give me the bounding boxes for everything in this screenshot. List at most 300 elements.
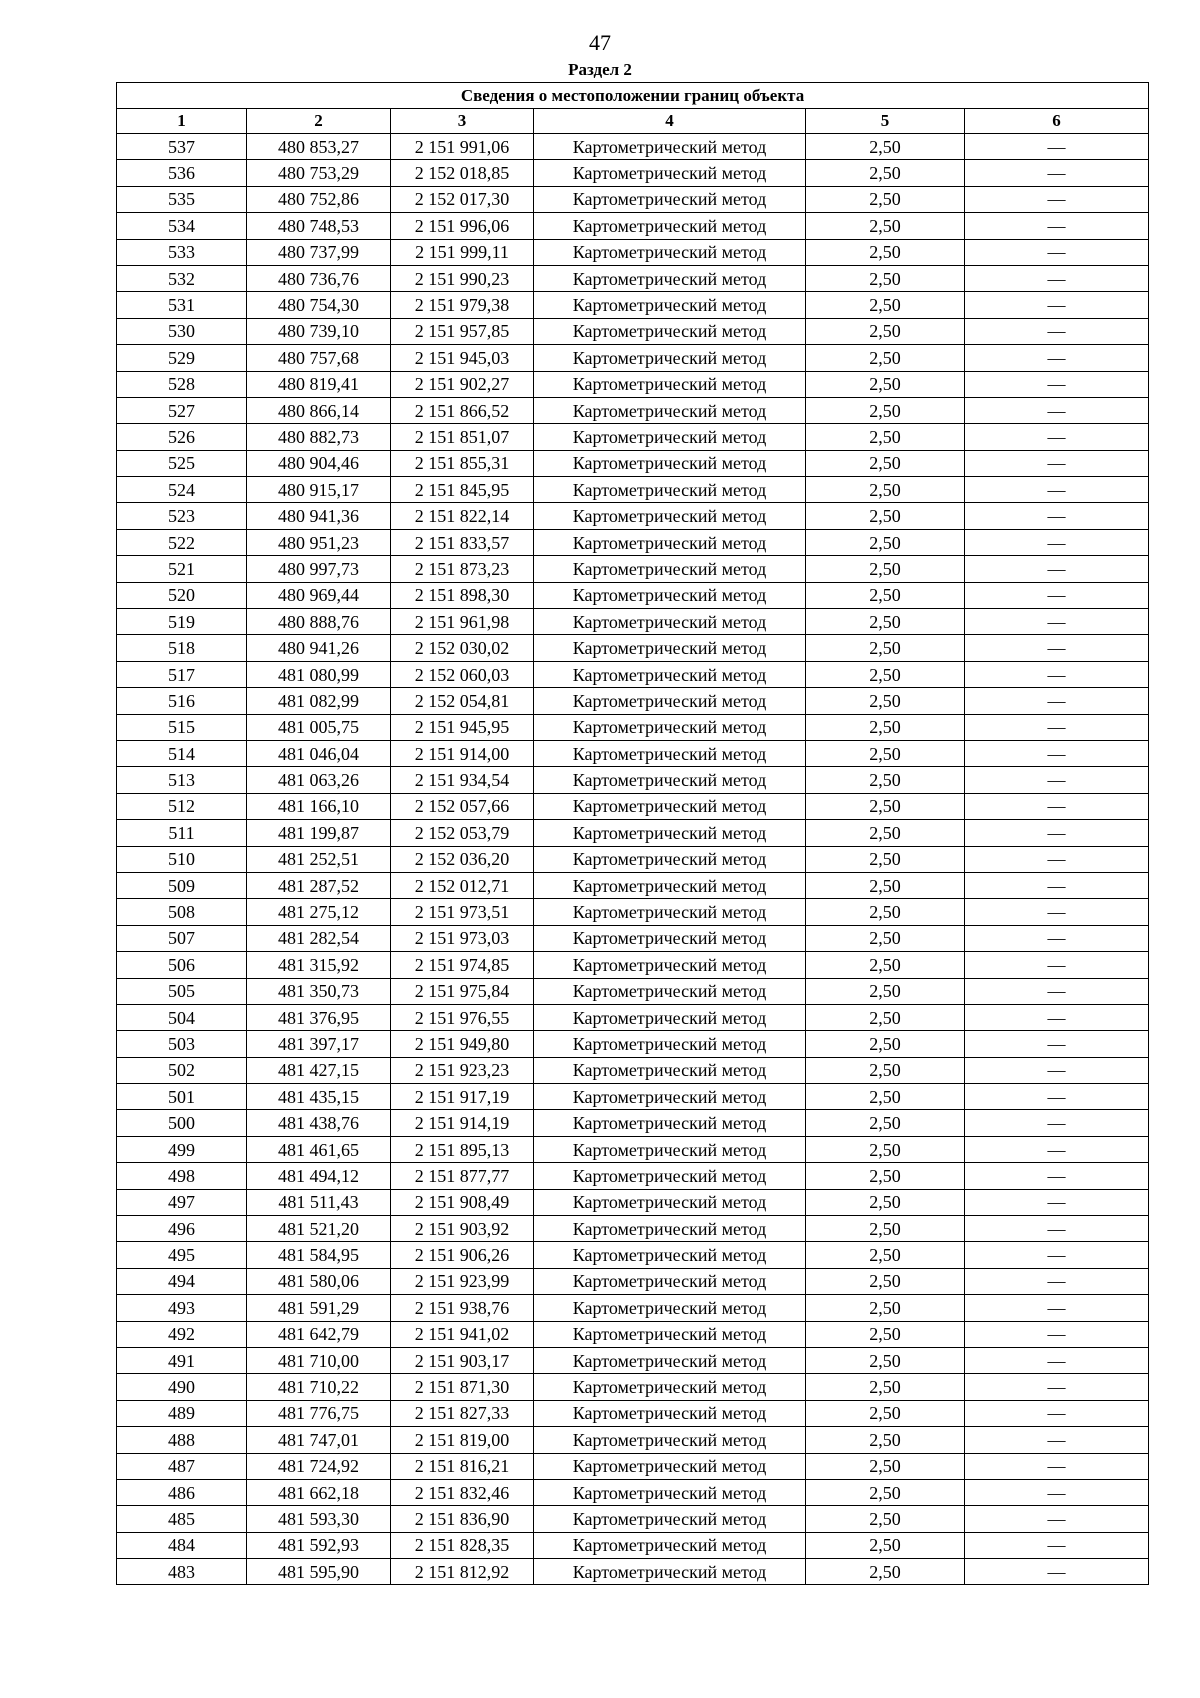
cell-point-number: 503 (117, 1031, 247, 1057)
cell-description: — (965, 1189, 1149, 1215)
cell-coord-y: 2 151 906,26 (391, 1242, 534, 1268)
table-row (117, 635, 1149, 661)
cell-method: Картометрический метод (534, 1559, 806, 1585)
cell-point-number: 483 (117, 1559, 247, 1585)
cell-coord-x: 481 438,76 (247, 1110, 391, 1136)
cell-coord-x: 481 461,65 (247, 1136, 391, 1162)
cell-coord-x: 481 710,00 (247, 1347, 391, 1373)
table-row (117, 1559, 1149, 1585)
table-row (117, 450, 1149, 476)
cell-description: — (965, 477, 1149, 503)
cell-method: Картометрический метод (534, 1031, 806, 1057)
cell-coord-y: 2 151 991,06 (391, 134, 534, 160)
cell-point-number: 532 (117, 265, 247, 291)
cell-method: Картометрический метод (534, 424, 806, 450)
cell-accuracy: 2,50 (806, 1216, 965, 1242)
cell-method: Картометрический метод (534, 1479, 806, 1505)
table-row (117, 1110, 1149, 1136)
cell-accuracy: 2,50 (806, 1400, 965, 1426)
cell-accuracy: 2,50 (806, 609, 965, 635)
cell-coord-y: 2 151 833,57 (391, 529, 534, 555)
cell-point-number: 486 (117, 1479, 247, 1505)
cell-coord-x: 480 752,86 (247, 186, 391, 212)
table-row (117, 1004, 1149, 1030)
cell-method: Картометрический метод (534, 239, 806, 265)
table-row (117, 477, 1149, 503)
cell-point-number: 514 (117, 740, 247, 766)
table-row (117, 371, 1149, 397)
cell-accuracy: 2,50 (806, 899, 965, 925)
cell-description: — (965, 846, 1149, 872)
cell-accuracy: 2,50 (806, 1057, 965, 1083)
table-row (117, 793, 1149, 819)
cell-point-number: 521 (117, 556, 247, 582)
cell-method: Картометрический метод (534, 1400, 806, 1426)
cell-description: — (965, 1084, 1149, 1110)
cell-coord-x: 480 941,36 (247, 503, 391, 529)
cell-method: Картометрический метод (534, 899, 806, 925)
cell-method: Картометрический метод (534, 925, 806, 951)
table-row (117, 134, 1149, 160)
cell-description: — (965, 1559, 1149, 1585)
cell-accuracy: 2,50 (806, 740, 965, 766)
cell-description: — (965, 793, 1149, 819)
cell-method: Картометрический метод (534, 1084, 806, 1110)
cell-coord-y: 2 151 898,30 (391, 582, 534, 608)
cell-coord-x: 481 282,54 (247, 925, 391, 951)
cell-accuracy: 2,50 (806, 318, 965, 344)
cell-point-number: 537 (117, 134, 247, 160)
cell-point-number: 494 (117, 1268, 247, 1294)
table-row (117, 424, 1149, 450)
cell-method: Картометрический метод (534, 1189, 806, 1215)
cell-method: Картометрический метод (534, 1216, 806, 1242)
table-row (117, 1189, 1149, 1215)
cell-description: — (965, 1532, 1149, 1558)
cell-method: Картометрический метод (534, 952, 806, 978)
cell-coord-x: 481 580,06 (247, 1268, 391, 1294)
table-row (117, 186, 1149, 212)
cell-description: — (965, 1479, 1149, 1505)
cell-method: Картометрический метод (534, 688, 806, 714)
cell-point-number: 509 (117, 872, 247, 898)
cell-coord-x: 481 521,20 (247, 1216, 391, 1242)
cell-coord-x: 481 593,30 (247, 1506, 391, 1532)
cell-coord-x: 481 724,92 (247, 1453, 391, 1479)
table-row (117, 1136, 1149, 1162)
cell-accuracy: 2,50 (806, 925, 965, 951)
cell-coord-x: 481 275,12 (247, 899, 391, 925)
table-row (117, 846, 1149, 872)
cell-accuracy: 2,50 (806, 239, 965, 265)
cell-accuracy: 2,50 (806, 213, 965, 239)
cell-coord-y: 2 151 949,80 (391, 1031, 534, 1057)
cell-description: — (965, 1347, 1149, 1373)
cell-description: — (965, 582, 1149, 608)
cell-description: — (965, 899, 1149, 925)
page-number: 47 (589, 30, 611, 55)
table-row (117, 1163, 1149, 1189)
cell-point-number: 501 (117, 1084, 247, 1110)
cell-method: Картометрический метод (534, 371, 806, 397)
cell-accuracy: 2,50 (806, 1163, 965, 1189)
cell-point-number: 522 (117, 529, 247, 555)
table-row (117, 582, 1149, 608)
cell-coord-x: 481 166,10 (247, 793, 391, 819)
cell-method: Картометрический метод (534, 1427, 806, 1453)
cell-method: Картометрический метод (534, 134, 806, 160)
cell-method: Картометрический метод (534, 582, 806, 608)
cell-method: Картометрический метод (534, 477, 806, 503)
cell-description: — (965, 635, 1149, 661)
cell-coord-y: 2 152 057,66 (391, 793, 534, 819)
cell-coord-y: 2 152 030,02 (391, 635, 534, 661)
cell-method: Картометрический метод (534, 846, 806, 872)
cell-point-number: 507 (117, 925, 247, 951)
cell-method: Картометрический метод (534, 1057, 806, 1083)
cell-point-number: 508 (117, 899, 247, 925)
cell-coord-x: 481 080,99 (247, 661, 391, 687)
cell-coord-x: 480 753,29 (247, 160, 391, 186)
cell-coord-y: 2 151 979,38 (391, 292, 534, 318)
cell-coord-x: 481 595,90 (247, 1559, 391, 1585)
cell-accuracy: 2,50 (806, 978, 965, 1004)
cell-description: — (965, 1136, 1149, 1162)
cell-description: — (965, 1057, 1149, 1083)
cell-description: — (965, 424, 1149, 450)
cell-coord-y: 2 151 923,99 (391, 1268, 534, 1294)
cell-method: Картометрический метод (534, 1163, 806, 1189)
cell-description: — (965, 1427, 1149, 1453)
cell-method: Картометрический метод (534, 714, 806, 740)
cell-coord-y: 2 151 903,92 (391, 1216, 534, 1242)
cell-coord-x: 480 951,23 (247, 529, 391, 555)
cell-point-number: 505 (117, 978, 247, 1004)
cell-description: — (965, 609, 1149, 635)
cell-description: — (965, 134, 1149, 160)
table-row (117, 688, 1149, 714)
table-row (117, 978, 1149, 1004)
cell-method: Картометрический метод (534, 1136, 806, 1162)
cell-accuracy: 2,50 (806, 265, 965, 291)
cell-coord-x: 480 997,73 (247, 556, 391, 582)
cell-description: — (965, 503, 1149, 529)
cell-accuracy: 2,50 (806, 556, 965, 582)
cell-description: — (965, 1506, 1149, 1532)
cell-description: — (965, 1295, 1149, 1321)
table-body (117, 134, 1149, 1585)
cell-accuracy: 2,50 (806, 477, 965, 503)
table-row (117, 820, 1149, 846)
cell-point-number: 534 (117, 213, 247, 239)
cell-method: Картометрический метод (534, 635, 806, 661)
cell-coord-y: 2 151 836,90 (391, 1506, 534, 1532)
table-row (117, 292, 1149, 318)
cell-point-number: 512 (117, 793, 247, 819)
cell-method: Картометрический метод (534, 292, 806, 318)
cell-description: — (965, 1031, 1149, 1057)
cell-coord-y: 2 151 990,23 (391, 265, 534, 291)
cell-point-number: 524 (117, 477, 247, 503)
cell-accuracy: 2,50 (806, 292, 965, 318)
cell-description: — (965, 265, 1149, 291)
table-row (117, 740, 1149, 766)
cell-method: Картометрический метод (534, 345, 806, 371)
cell-coord-x: 481 776,75 (247, 1400, 391, 1426)
cell-description: — (965, 371, 1149, 397)
cell-method: Картометрический метод (534, 213, 806, 239)
table-row (117, 318, 1149, 344)
cell-accuracy: 2,50 (806, 635, 965, 661)
cell-coord-x: 480 754,30 (247, 292, 391, 318)
cell-method: Картометрический метод (534, 160, 806, 186)
cell-point-number: 506 (117, 952, 247, 978)
cell-coord-y: 2 152 060,03 (391, 661, 534, 687)
cell-coord-x: 481 427,15 (247, 1057, 391, 1083)
cell-point-number: 502 (117, 1057, 247, 1083)
cell-accuracy: 2,50 (806, 1031, 965, 1057)
cell-coord-x: 480 941,26 (247, 635, 391, 661)
cell-accuracy: 2,50 (806, 688, 965, 714)
cell-point-number: 533 (117, 239, 247, 265)
cell-method: Картометрический метод (534, 978, 806, 1004)
cell-coord-x: 481 350,73 (247, 978, 391, 1004)
table-row (117, 714, 1149, 740)
cell-coord-y: 2 151 976,55 (391, 1004, 534, 1030)
cell-coord-x: 480 736,76 (247, 265, 391, 291)
cell-point-number: 500 (117, 1110, 247, 1136)
cell-method: Картометрический метод (534, 265, 806, 291)
cell-point-number: 487 (117, 1453, 247, 1479)
cell-method: Картометрический метод (534, 1453, 806, 1479)
cell-coord-y: 2 151 975,84 (391, 978, 534, 1004)
cell-coord-y: 2 152 036,20 (391, 846, 534, 872)
cell-coord-x: 480 882,73 (247, 424, 391, 450)
cell-coord-x: 481 376,95 (247, 1004, 391, 1030)
cell-accuracy: 2,50 (806, 1347, 965, 1373)
cell-accuracy: 2,50 (806, 1506, 965, 1532)
table-row (117, 1400, 1149, 1426)
cell-coord-y: 2 151 914,19 (391, 1110, 534, 1136)
cell-point-number: 498 (117, 1163, 247, 1189)
cell-coord-y: 2 151 832,46 (391, 1479, 534, 1505)
column-header-3: 3 (391, 109, 534, 134)
cell-point-number: 536 (117, 160, 247, 186)
cell-point-number: 497 (117, 1189, 247, 1215)
cell-method: Картометрический метод (534, 793, 806, 819)
cell-coord-y: 2 151 819,00 (391, 1427, 534, 1453)
table-row (117, 265, 1149, 291)
cell-coord-x: 480 748,53 (247, 213, 391, 239)
cell-coord-y: 2 151 999,11 (391, 239, 534, 265)
cell-accuracy: 2,50 (806, 1268, 965, 1294)
cell-coord-x: 480 737,99 (247, 239, 391, 265)
cell-coord-y: 2 151 923,23 (391, 1057, 534, 1083)
cell-description: — (965, 556, 1149, 582)
cell-method: Картометрический метод (534, 740, 806, 766)
cell-coord-x: 480 888,76 (247, 609, 391, 635)
cell-method: Картометрический метод (534, 661, 806, 687)
cell-accuracy: 2,50 (806, 846, 965, 872)
cell-coord-y: 2 151 851,07 (391, 424, 534, 450)
cell-point-number: 485 (117, 1506, 247, 1532)
cell-method: Картометрический метод (534, 872, 806, 898)
cell-point-number: 511 (117, 820, 247, 846)
cell-method: Картометрический метод (534, 1532, 806, 1558)
cell-accuracy: 2,50 (806, 371, 965, 397)
cell-accuracy: 2,50 (806, 820, 965, 846)
cell-coord-x: 481 252,51 (247, 846, 391, 872)
table-row (117, 1479, 1149, 1505)
cell-coord-x: 480 739,10 (247, 318, 391, 344)
column-header-2: 2 (247, 109, 391, 134)
cell-point-number: 526 (117, 424, 247, 450)
cell-accuracy: 2,50 (806, 714, 965, 740)
cell-accuracy: 2,50 (806, 160, 965, 186)
cell-accuracy: 2,50 (806, 661, 965, 687)
cell-point-number: 513 (117, 767, 247, 793)
cell-description: — (965, 450, 1149, 476)
cell-coord-x: 481 662,18 (247, 1479, 391, 1505)
cell-coord-x: 480 904,46 (247, 450, 391, 476)
cell-accuracy: 2,50 (806, 952, 965, 978)
cell-coord-y: 2 152 018,85 (391, 160, 534, 186)
cell-point-number: 495 (117, 1242, 247, 1268)
cell-description: — (965, 186, 1149, 212)
cell-coord-y: 2 151 871,30 (391, 1374, 534, 1400)
table-row (117, 1057, 1149, 1083)
column-header-1: 1 (117, 109, 247, 134)
table-row (117, 397, 1149, 423)
cell-method: Картометрический метод (534, 1374, 806, 1400)
cell-accuracy: 2,50 (806, 1110, 965, 1136)
column-header-4: 4 (534, 109, 806, 134)
cell-point-number: 496 (117, 1216, 247, 1242)
table-row (117, 1506, 1149, 1532)
table-row (117, 1453, 1149, 1479)
cell-description: — (965, 688, 1149, 714)
cell-coord-x: 481 747,01 (247, 1427, 391, 1453)
cell-coord-x: 480 853,27 (247, 134, 391, 160)
cell-point-number: 489 (117, 1400, 247, 1426)
cell-coord-y: 2 151 903,17 (391, 1347, 534, 1373)
cell-method: Картометрический метод (534, 186, 806, 212)
cell-method: Картометрический метод (534, 556, 806, 582)
cell-method: Картометрический метод (534, 318, 806, 344)
cell-point-number: 529 (117, 345, 247, 371)
cell-point-number: 490 (117, 1374, 247, 1400)
cell-coord-y: 2 151 934,54 (391, 767, 534, 793)
cell-description: — (965, 952, 1149, 978)
cell-method: Картометрический метод (534, 397, 806, 423)
cell-description: — (965, 740, 1149, 766)
table-caption-row (117, 83, 1149, 109)
cell-point-number: 491 (117, 1347, 247, 1373)
cell-method: Картометрический метод (534, 529, 806, 555)
table-row (117, 529, 1149, 555)
cell-point-number: 516 (117, 688, 247, 714)
cell-accuracy: 2,50 (806, 1189, 965, 1215)
cell-accuracy: 2,50 (806, 503, 965, 529)
table-row (117, 767, 1149, 793)
cell-description: — (965, 1242, 1149, 1268)
cell-accuracy: 2,50 (806, 1532, 965, 1558)
cell-method: Картометрический метод (534, 1506, 806, 1532)
table-row (117, 1268, 1149, 1294)
cell-accuracy: 2,50 (806, 1321, 965, 1347)
cell-coord-y: 2 152 053,79 (391, 820, 534, 846)
cell-coord-y: 2 151 973,51 (391, 899, 534, 925)
cell-point-number: 520 (117, 582, 247, 608)
cell-accuracy: 2,50 (806, 1004, 965, 1030)
cell-coord-y: 2 151 917,19 (391, 1084, 534, 1110)
cell-coord-y: 2 152 012,71 (391, 872, 534, 898)
table-row (117, 1216, 1149, 1242)
table-row (117, 345, 1149, 371)
cell-accuracy: 2,50 (806, 1479, 965, 1505)
cell-accuracy: 2,50 (806, 1242, 965, 1268)
cell-description: — (965, 397, 1149, 423)
cell-description: — (965, 213, 1149, 239)
cell-point-number: 525 (117, 450, 247, 476)
table-row (117, 1532, 1149, 1558)
cell-coord-x: 481 397,17 (247, 1031, 391, 1057)
cell-accuracy: 2,50 (806, 397, 965, 423)
cell-method: Картометрический метод (534, 767, 806, 793)
table-row (117, 1084, 1149, 1110)
table-row (117, 503, 1149, 529)
cell-point-number: 527 (117, 397, 247, 423)
cell-coord-y: 2 151 961,98 (391, 609, 534, 635)
table-row (117, 1321, 1149, 1347)
table-row (117, 213, 1149, 239)
cell-coord-y: 2 151 877,77 (391, 1163, 534, 1189)
cell-coord-x: 481 591,29 (247, 1295, 391, 1321)
cell-coord-x: 481 494,12 (247, 1163, 391, 1189)
cell-coord-y: 2 151 938,76 (391, 1295, 534, 1321)
cell-method: Картометрический метод (534, 1268, 806, 1294)
cell-coord-y: 2 151 902,27 (391, 371, 534, 397)
cell-method: Картометрический метод (534, 450, 806, 476)
cell-point-number: 517 (117, 661, 247, 687)
cell-method: Картометрический метод (534, 1321, 806, 1347)
cell-accuracy: 2,50 (806, 186, 965, 212)
cell-point-number: 499 (117, 1136, 247, 1162)
cell-description: — (965, 714, 1149, 740)
cell-point-number: 531 (117, 292, 247, 318)
table-row (117, 899, 1149, 925)
table-row (117, 239, 1149, 265)
cell-description: — (965, 345, 1149, 371)
cell-description: — (965, 529, 1149, 555)
cell-accuracy: 2,50 (806, 345, 965, 371)
table-row (117, 1031, 1149, 1057)
cell-coord-x: 480 915,17 (247, 477, 391, 503)
cell-coord-y: 2 151 828,35 (391, 1532, 534, 1558)
cell-coord-x: 481 005,75 (247, 714, 391, 740)
cell-coord-x: 480 757,68 (247, 345, 391, 371)
table-row (117, 160, 1149, 186)
cell-coord-x: 481 199,87 (247, 820, 391, 846)
cell-point-number: 515 (117, 714, 247, 740)
cell-coord-x: 480 969,44 (247, 582, 391, 608)
cell-method: Картометрический метод (534, 1347, 806, 1373)
table-row (117, 1347, 1149, 1373)
cell-coord-y: 2 151 941,02 (391, 1321, 534, 1347)
table-header-row (117, 109, 1149, 134)
cell-description: — (965, 239, 1149, 265)
cell-point-number: 493 (117, 1295, 247, 1321)
